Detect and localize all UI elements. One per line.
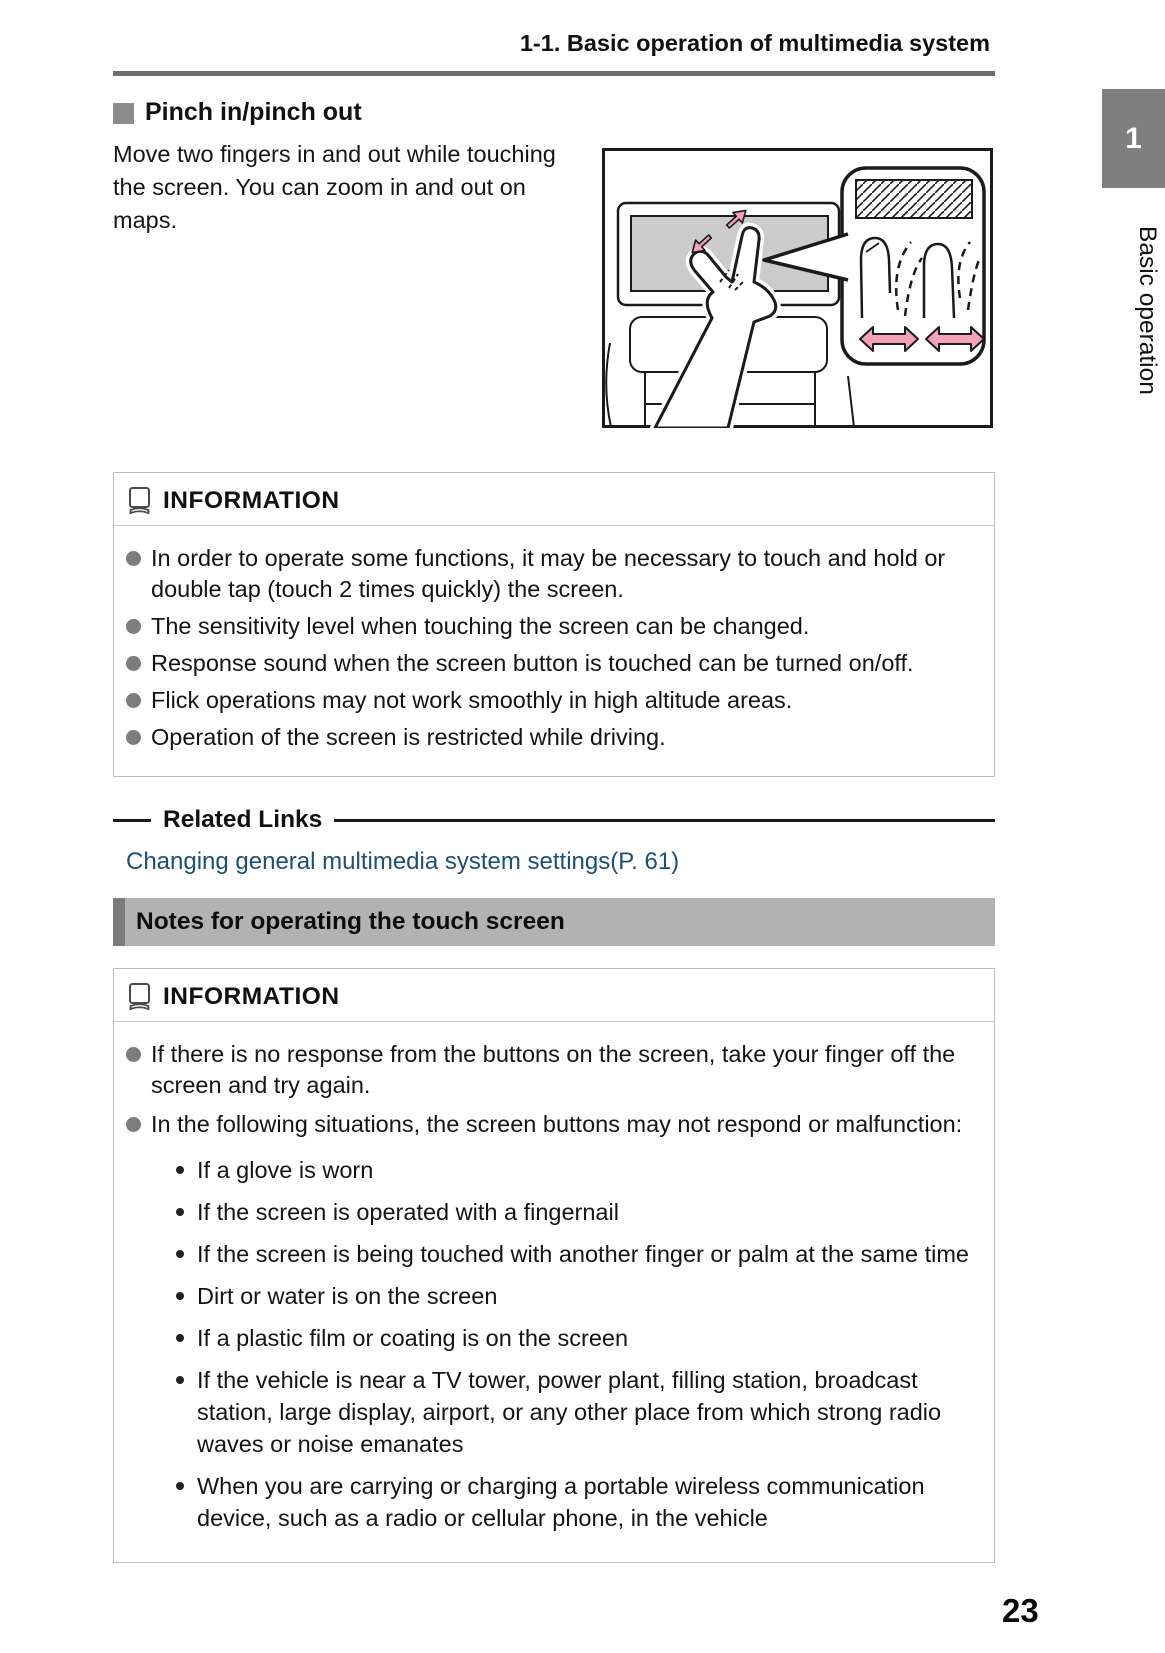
chapter-number: 1 [1125, 121, 1142, 155]
information-header [114, 969, 994, 1022]
sub-bullet-icon [176, 1250, 184, 1258]
list-item: Operation of the screen is restricted while driving. [126, 722, 976, 753]
sub-bullet-list [126, 1148, 976, 1546]
pinch-section-body: Move two fingers in and out while touching the screen. You can zoom in and out on maps. [113, 141, 556, 233]
notes-section-bar [113, 898, 995, 946]
list-item: In order to operate some functions, it may be necessary to touch and hold or double tap (touch 2 times quickly) the screen. [126, 543, 976, 605]
sub-list-item: If the vehicle is near a TV tower, power plant, filling station, broadcast station, large display, airport, or any other place from which strong radio waves or noise emanates [176, 1364, 976, 1460]
information-body [114, 1022, 994, 1562]
bullet-icon [126, 1117, 141, 1132]
information-header [114, 473, 994, 526]
list-item: Response sound when the screen button is touched can be turned on/off. [126, 648, 976, 679]
notes-section-title: Notes for operating the touch screen [136, 908, 565, 935]
related-link[interactable]: Changing general multimedia system settings(P. 61) [126, 848, 680, 875]
sub-list-item: When you are carrying or charging a portable wireless communication device, such as a radio or cellular phone, in the vehicle [176, 1470, 976, 1534]
page-number: 23 [1002, 1592, 1039, 1629]
bullet-icon [126, 693, 141, 708]
information-box-1 [113, 472, 995, 777]
pinch-section-heading [113, 98, 362, 127]
header-divider [113, 71, 995, 76]
sub-bullet-icon [176, 1482, 184, 1490]
chapter-tab [1102, 89, 1165, 188]
square-bullet-icon [113, 103, 134, 124]
sub-list-item: If a plastic film or coating is on the screen [176, 1322, 976, 1354]
hatch-band [856, 180, 972, 218]
pinch-section-title: Pinch in/pinch out [145, 98, 362, 126]
bullet-icon [126, 730, 141, 745]
information-title: INFORMATION [163, 982, 340, 1010]
list-item: The sensitivity level when touching the screen can be changed. [126, 611, 976, 642]
chapter-label: Basic operation [1134, 225, 1161, 395]
divider [113, 819, 151, 822]
sub-list-item: If the screen is being touched with another finger or palm at the same time [176, 1238, 976, 1270]
pinch-gesture-figure [602, 148, 993, 428]
sub-list-item: If a glove is worn [176, 1154, 976, 1186]
figure-illustration [602, 148, 993, 428]
sub-bullet-icon [176, 1376, 184, 1384]
bullet-icon [126, 656, 141, 671]
bullet-icon [126, 551, 141, 566]
sub-bullet-icon [176, 1334, 184, 1342]
related-links-title: Related Links [163, 806, 323, 833]
sub-list-item: If the screen is operated with a fingernail [176, 1196, 976, 1228]
bullet-icon [126, 1047, 141, 1062]
sub-bullet-icon [176, 1292, 184, 1300]
book-icon [128, 982, 151, 1011]
sub-bullet-icon [176, 1208, 184, 1216]
related-links-heading [113, 806, 995, 834]
divider [334, 819, 995, 822]
bullet-icon [126, 619, 141, 634]
list-item: Flick operations may not work smoothly in high altitude areas. [126, 685, 976, 716]
section-bar-accent [113, 898, 125, 946]
list-item: In the following situations, the screen buttons may not respond or malfunction: [126, 1109, 976, 1140]
sub-bullet-icon [176, 1166, 184, 1174]
list-item: If there is no response from the buttons on the screen, take your finger off the screen and try again. [126, 1039, 976, 1101]
book-icon [128, 486, 151, 515]
information-title: INFORMATION [163, 486, 340, 514]
page-header-title: 1-1. Basic operation of multimedia system [519, 30, 990, 56]
information-body [114, 526, 994, 769]
information-box-2 [113, 968, 995, 1563]
sub-list-item: Dirt or water is on the screen [176, 1280, 976, 1312]
